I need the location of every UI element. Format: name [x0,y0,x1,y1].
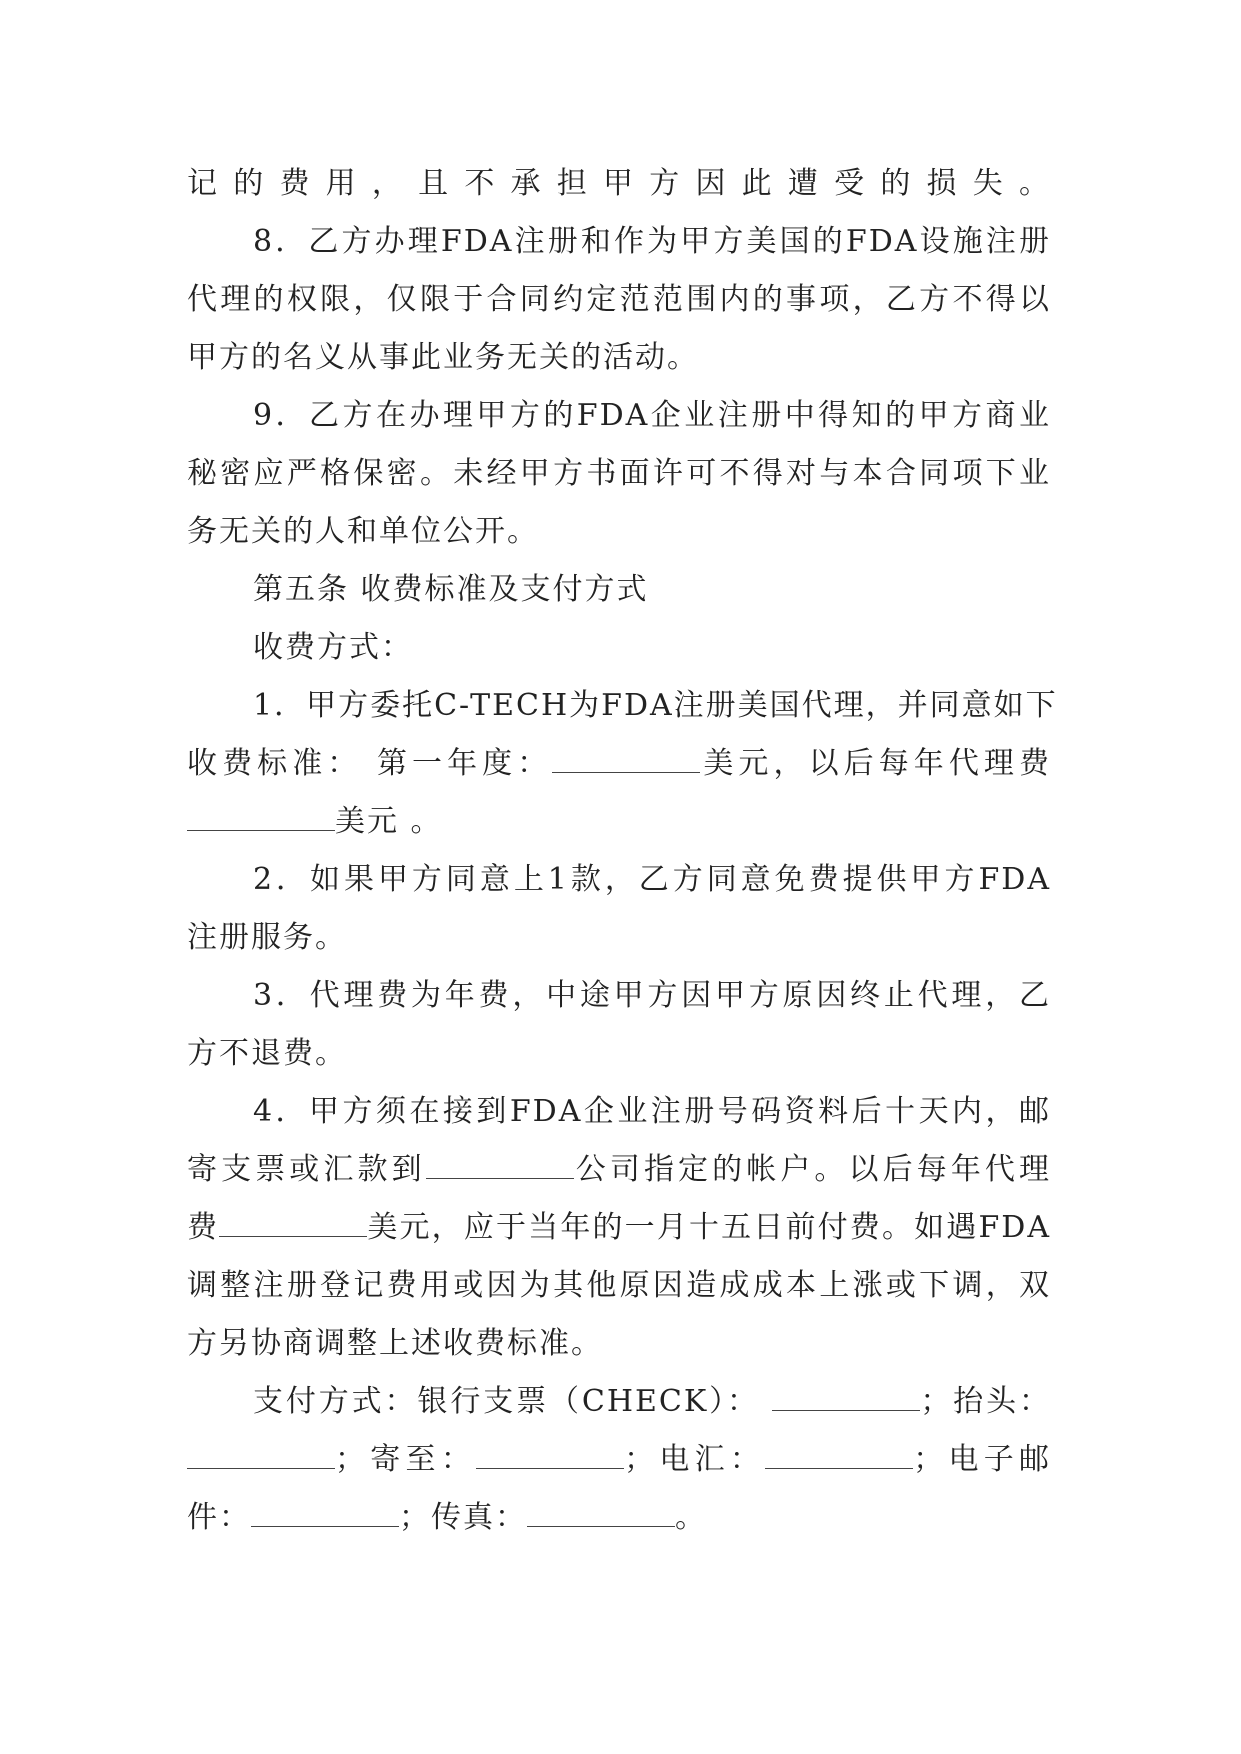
text-line: 9．乙方在办理甲方的FDA企业注册中得知的甲方商业 [253,398,1051,433]
text-segment: 。 [675,1500,707,1535]
text-line: 秘密应严格保密。未经甲方书面许可不得对与本合同项下业 [187,456,1051,491]
fill-in-blank[interactable] [476,1444,624,1469]
text-line: 4．甲方须在接到FDA企业注册号码资料后十天内，邮 [253,1094,1051,1129]
text-segment: 美元，以后每年代理费 [700,746,1051,781]
text-segment: ；抬头： [920,1384,1052,1419]
text-segment: ；传真： [399,1500,527,1535]
text-line: 8．乙方办理FDA注册和作为甲方美国的FDA设施注册 [253,224,1051,259]
fill-in-blank[interactable] [187,1444,335,1469]
section-heading: 第五条 收费标准及支付方式 [253,572,649,607]
text-line: 3．代理费为年费，中途甲方因甲方原因终止代理，乙 [253,978,1051,1013]
text-segment: 公司指定的帐户。以后每年代理 [573,1152,1052,1187]
text-line: 2．如果甲方同意上1款，乙方同意免费提供甲方FDA [253,862,1051,897]
fill-in-blank[interactable] [187,806,335,831]
text-segment: ；电汇： [624,1442,766,1477]
fill-in-blank[interactable] [426,1154,574,1179]
text-line: 记的费用，且不承担甲方因此遭受的损失。 [187,166,1051,201]
text-segment: ；电子邮 [913,1442,1052,1477]
text-line [187,1373,1051,1431]
text-line: 务无关的人和单位公开。 [187,514,539,549]
text-segment: 寄支票或汇款到 [187,1152,426,1187]
text-segment: 支付方式：银行支票（CHECK）： [253,1384,760,1419]
text-line [187,793,1051,851]
subheading: 收费方式： [253,630,413,665]
text-segment: 美元 。 [335,804,443,839]
text-line [187,1199,1051,1257]
text-segment: ；寄至： [335,1442,477,1477]
text-line: 注册服务。 [187,920,347,955]
text-segment: 收费标准： 第一年度： [187,746,553,781]
text-segment: 美元，应于当年的一月十五日前付费。如遇FDA [367,1210,1051,1245]
fill-in-blank[interactable] [251,1502,399,1527]
fill-in-blank[interactable] [219,1212,367,1237]
text-line [187,1141,1051,1199]
text-line [187,735,1051,793]
text-line [187,1489,1051,1547]
text-segment: 费 [187,1210,220,1245]
text-line: 方另协商调整上述收费标准。 [187,1326,603,1361]
text-line: 调整注册登记费用或因为其他原因造成成本上涨或下调，双 [187,1268,1051,1303]
fill-in-blank[interactable] [772,1386,920,1411]
text-line: 1．甲方委托C-TECH为FDA注册美国代理，并同意如下 [253,688,1058,723]
text-line: 方不退费。 [187,1036,347,1071]
fill-in-blank[interactable] [527,1502,675,1527]
fill-in-blank[interactable] [552,748,700,773]
text-segment: 件： [187,1500,251,1535]
text-line: 甲方的名义从事此业务无关的活动。 [187,340,699,375]
document-page [187,155,1058,1547]
text-line [187,1431,1051,1489]
fill-in-blank[interactable] [765,1444,913,1469]
text-line: 代理的权限，仅限于合同约定范范围内的事项，乙方不得以 [187,282,1051,317]
